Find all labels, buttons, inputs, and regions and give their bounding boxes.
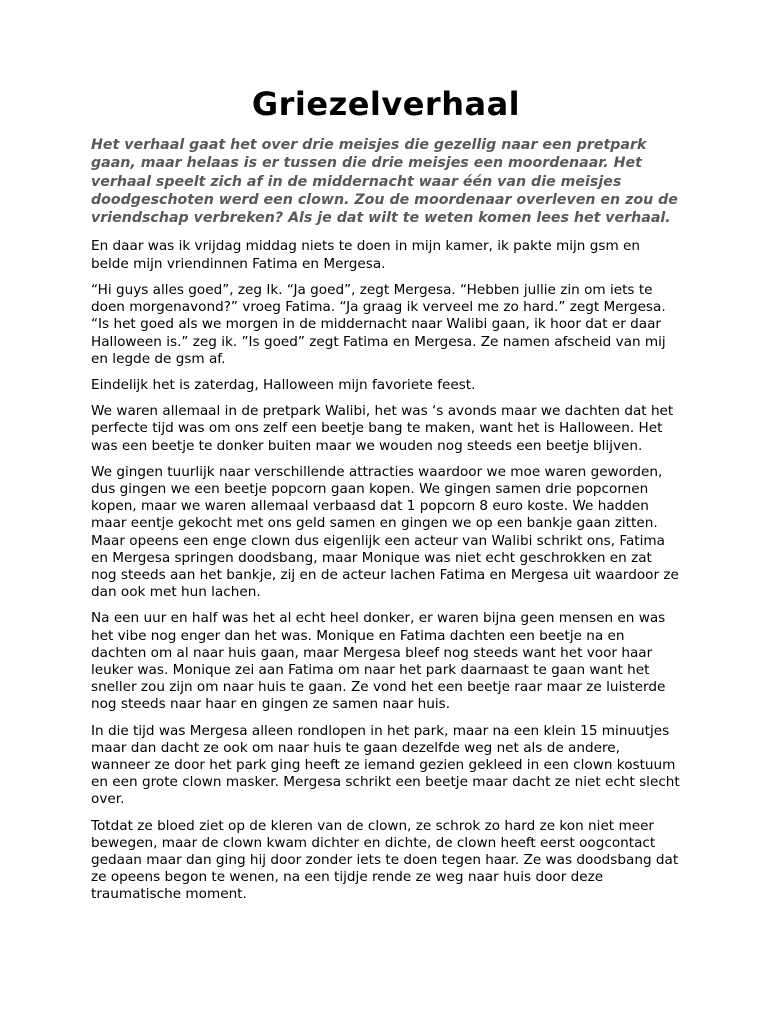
story-paragraph-5: We gingen tuurlijk naar verschillende attracties waardoor we moe waren geworden, dus gingen we een beetje popcorn gaan kopen. We gingen samen drie popcornen kopen, maar we waren allemaal verbaasd dat 1 popcorn 8 euro koste. We hadden maar eentje gekocht met ons geld samen en gingen we op een bankje gaan zitten. Maar opeens een enge clown dus eigenlijk een acteur van Walibi schrikt ons, Fatima en Mergesa springen doodsbang, maar Monique was niet echt geschrokken en zat nog steeds aan het bankje, zij en de acteur lachen Fatima en Mergesa uit waardoor ze dan ook met hun lachen. [91, 463, 679, 601]
story-paragraph-8: Totdat ze bloed ziet op de kleren van de clown, ze schrok zo hard ze kon niet meer bewegen, maar de clown kwam dichter en dichte, de clown heeft eerst oogcontact gedaan maar dan ging hij door zonder iets te doen tegen haar. Ze was doodsbang dat ze opeens begon te wenen, na een tijdje rende ze weg naar huis door deze traumatische moment. [91, 817, 679, 903]
story-paragraph-1: En daar was ik vrijdag middag niets te doen in mijn kamer, ik pakte mijn gsm en belde mijn vriendinnen Fatima en Mergesa. [91, 238, 640, 272]
story-paragraph-4: We waren allemaal in de pretpark Walibi, het was ‘s avonds maar we dachten dat het perfecte tijd was om ons zelf een beetje bang te maken, want het is Halloween. Het was een beetje te donker buiten maar we wouden nog steeds een beetje blijven. [91, 403, 674, 454]
story-paragraph-2: “Hi guys alles goed”, zeg Ik. “Ja goed”, zegt Mergesa. “Hebben jullie zin om iets te doen morgenavond?” vroeg Fatima. “Ja graag ik verveel me zo hard.” zegt Mergesa. “Is het goed als we morgen in de middernacht naar Walibi gaan, ik hoor dat er daar Halloween is.” zeg ik. ”Is goed” zegt Fatima en Mergesa. Ze namen afscheid van mij en legde de gsm af. [91, 281, 666, 367]
story-paragraph-6: Na een uur en half was het al echt heel donker, er waren bijna geen mensen en was het vibe nog enger dan het was. Monique en Fatima dachten een beetje na en dachten om al naar huis gaan, maar Mergesa bleef nog steeds want het voor haar leuker was. Monique zei aan Fatima om naar het park daarnaast te gaan want het sneller zou zijn om naar huis te gaan. Ze vond het een beetje raar maar ze luisterde nog steeds naar haar en gingen ze samen naar huis. [91, 610, 666, 713]
document-page [91, 0, 681, 904]
story-paragraph-7: In die tijd was Mergesa alleen rondlopen in het park, maar na een klein 15 minuutjes maar dan dacht ze ook om naar huis te gaan dezelfde weg net als de andere, wanneer ze door het park ging heeft ze iemand gezien gekleed in een clown kostuum en een grote clown masker. Mergesa schrikt een beetje maar dacht ze niet echt slecht over. [91, 722, 680, 808]
intro-paragraph: Het verhaal gaat het over drie meisjes die gezellig naar een pretpark gaan, maar helaas is er tussen die drie meisjes een moordenaar. Het verhaal speelt zich af in de middernacht waar één van die meisjes doodgeschoten werd een clown. Zou de moordenaar overleven en zou de vriendschap verbreken? Als je dat wilt te weten komen lees het verhaal. [91, 137, 678, 227]
story-paragraph-3: Eindelijk het is zaterdag, Halloween mijn favoriete feest. [91, 376, 476, 393]
document-title: Griezelverhaal [251, 85, 521, 123]
